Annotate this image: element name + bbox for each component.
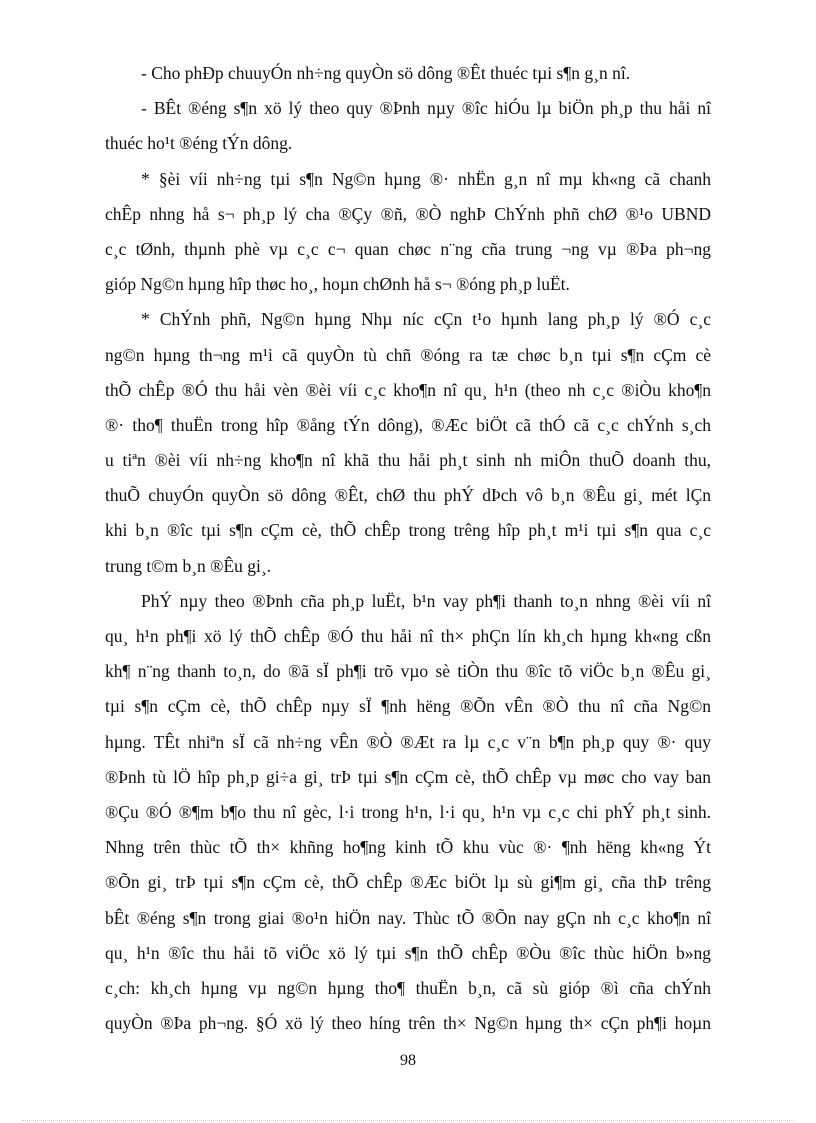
text-line: chÊp nhng hå s¬ ph¸p lý cha ®Çy ®ñ, ®Ò nghÞ ChÝnh phñ chØ ®¹o UBND — [105, 203, 711, 224]
text-line: qu¸ h¹n ph¶i xö lý thÕ chÊp ®Ó thu håi nî th× phÇn lín kh¸ch hµng kh«ng cßn — [105, 626, 711, 646]
text-line: bÊt ®éng s¶n trong giai ®o¹n hiÖn nay. Thùc tÕ ®Õn nay gÇn nh c¸c kho¶n nî — [105, 907, 711, 928]
text-line: ®Çu ®Ó ®¶m b¶o thu nî gèc, l·i trong h¹n, l·i qu¸ h¹n vµ c¸c chi phÝ ph¸t sinh. — [105, 801, 711, 822]
text-line: PhÝ nµy theo ®Þnh cña ph¸p luËt, b¹n vay ph¶i thanh to¸n nhng ®èi víi nî — [141, 590, 711, 611]
text-line: thuéc ho¹t ®éng tÝn dông. — [105, 133, 293, 154]
text-line: - Cho phÐp chuuyÓn nh÷ng quyÒn sö dông ®Êt thuéc tµi s¶n g¸n nî. — [141, 63, 631, 83]
page-number: 98 — [400, 1052, 416, 1069]
text-line: khi b¸n ®îc tµi s¶n cÇm cè, thÕ chÊp trong trêng hîp ph¸t m¹i tµi s¶n qua c¸c — [105, 520, 711, 541]
text-line: qu¸ h¹n ®îc thu håi tõ viÖc xö lý tµi s¶n thÕ chÊp ®Òu ®îc thùc hiÖn b»ng — [105, 942, 711, 963]
text-line: c¸ch: kh¸ch hµng vµ ng©n hµng tho¶ thuËn b¸n, cã sù gióp ®ì cña chÝnh — [105, 977, 711, 998]
text-line: hµng. TÊt nhiªn sÏ cã nh÷ng vÊn ®Ò ®Æt ra lµ c¸c v¨n b¶n ph¸p quy ®· quy — [105, 731, 711, 752]
text-line: trung t©m b¸n ®Êu gi¸. — [105, 555, 272, 576]
text-line: thuÕ chuyÓn quyÒn sö dông ®Êt, chØ thu phÝ dÞch vô b¸n ®Êu gi¸ mét lÇn — [105, 485, 711, 506]
text-line: tµi s¶n cÇm cè, thÕ chÊp nµy sÏ ¶nh hëng ®Õn vÊn ®Ò thu nî cña Ng©n — [105, 696, 711, 717]
text-line: * §èi víi nh÷ng tµi s¶n Ng©n hµng ®· nhËn g¸n nî mµ kh«ng cã chanh — [141, 168, 711, 189]
text-line: u tiªn ®èi víi nh÷ng kho¶n nî khã thu håi ph¸t sinh nh miÔn thuÕ doanh thu, — [105, 450, 711, 471]
bottom-divider — [22, 1120, 794, 1121]
text-line: ®Þnh tù lÖ hîp ph¸p gi÷a gi¸ trÞ tµi s¶n cÇm cè, thÕ chÊp vµ møc cho vay ban — [105, 766, 711, 787]
text-line: - BÊt ®éng s¶n xö lý theo quy ®Þnh nµy ®îc hiÓu lµ biÖn ph¸p thu håi nî — [141, 98, 711, 119]
text-line: quyÒn ®Þa ph¬ng. §Ó xö lý theo híng trên th× Ng©n hµng th× cÇn ph¶i hoµn — [105, 1013, 711, 1034]
text-line: kh¶ n¨ng thanh to¸n, do ®ã sÏ ph¶i trõ vµo sè tiÒn thu ®îc tõ viÖc b¸n ®Êu gi¸ — [105, 661, 711, 682]
text-line: thÕ chÊp ®Ó thu håi vèn ®èi víi c¸c kho¶n nî qu¸ h¹n (theo nh c¸c ®iÒu kho¶n — [105, 379, 711, 400]
text-line: Nhng trên thùc tÕ th× khñng ho¶ng kinh tÕ khu vùc ®· ¶nh hëng kh«ng Ýt — [105, 837, 711, 858]
text-line: * ChÝnh phñ, Ng©n hµng Nhµ níc cÇn t¹o hµnh lang ph¸p lý ®Ó c¸c — [141, 309, 711, 330]
body-text — [105, 56, 711, 1041]
text-line: ®Õn gi¸ trÞ tµi s¶n cÇm cè, thÕ chÊp ®Æc biÖt lµ sù gi¶m gi¸ cña thÞ trêng — [105, 872, 711, 893]
text-line: ®· tho¶ thuËn trong hîp ®ång tÝn dông), ®Æc biÖt cã thÓ cã c¸c chÝnh s¸ch — [105, 414, 711, 435]
text-line: gióp Ng©n hµng hîp thøc ho¸, hoµn chØnh hå s¬ ®óng ph¸p luËt. — [105, 274, 570, 295]
text-line: ng©n hµng th¬ng m¹i cã quyÒn tù chñ ®óng ra tæ chøc b¸n tµi s¶n cÇm cè — [105, 344, 711, 365]
text-line: c¸c tØnh, thµnh phè vµ c¸c c¬ quan chøc n¨ng cña trung ¬ng vµ ®Þa ph¬ng — [105, 238, 711, 259]
